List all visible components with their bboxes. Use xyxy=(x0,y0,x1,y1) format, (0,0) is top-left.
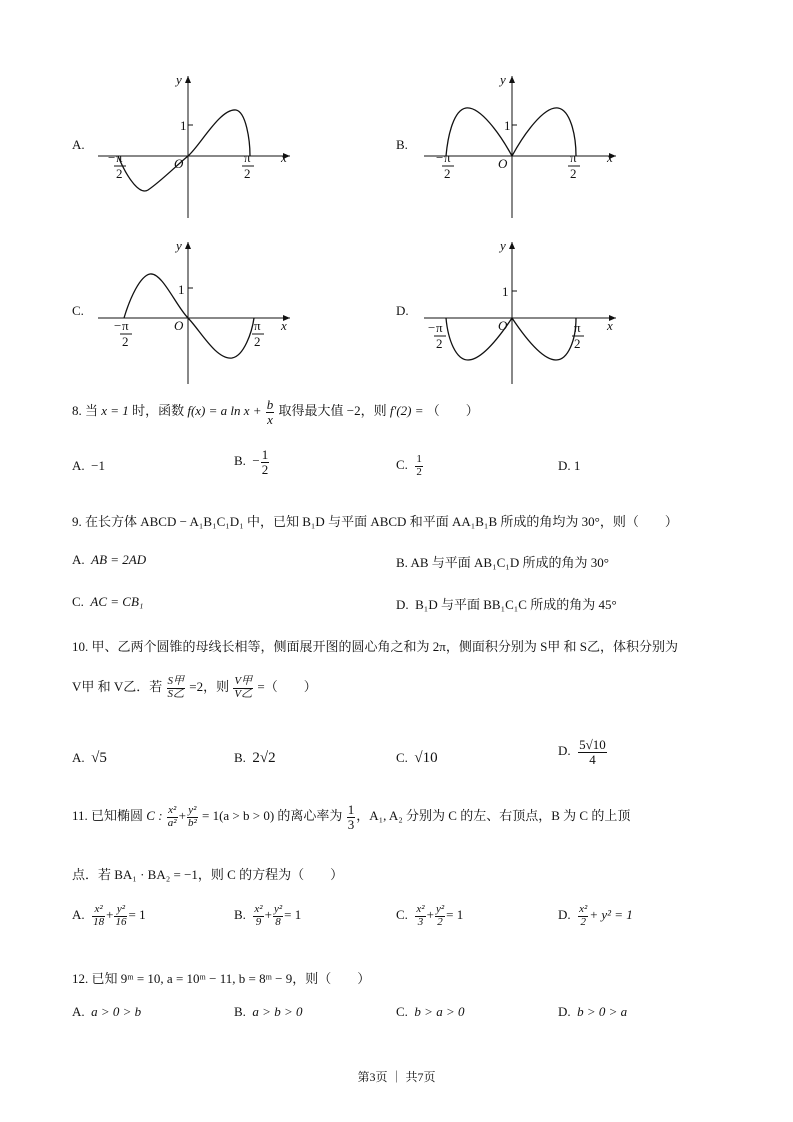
svg-text:π: π xyxy=(116,150,123,165)
svg-text:1: 1 xyxy=(178,282,185,297)
graph-d[interactable] xyxy=(416,236,626,386)
svg-text:1: 1 xyxy=(180,118,187,133)
q8-option-d[interactable]: D. 1 xyxy=(558,458,581,473)
svg-text:1: 1 xyxy=(502,284,509,299)
svg-text:O: O xyxy=(174,156,184,171)
q8-option-c[interactable]: C. $\frac{1}{2}$ xyxy=(396,453,422,478)
graph-b-label: B. xyxy=(396,137,408,152)
q12-option-c[interactable]: C. b > a > 0 xyxy=(396,1004,465,1019)
svg-text:−: − xyxy=(108,150,116,165)
graph-a-svg xyxy=(90,70,300,220)
graph-c-label: C. xyxy=(72,303,84,318)
graph-c-svg xyxy=(90,236,300,386)
q11-option-a[interactable]: A. $\frac{\text{x²}}{18}$ + $\frac{\text{y²}}{16}$ = 1 xyxy=(72,903,146,928)
svg-text:π: π xyxy=(570,150,577,165)
q9-option-b[interactable]: B. AB 与平面 AB₁C₁D 所成的角为 30° xyxy=(396,555,609,570)
question-10-line1: 10. 甲、乙两个圆锥的母线长相等，侧面展开图的圆心角之和为 2π，侧面积分别为 S甲 和 S乙，体积分别为 xyxy=(72,639,679,654)
graph-c[interactable] xyxy=(90,236,300,386)
svg-text:x: x xyxy=(281,150,287,165)
svg-text:1: 1 xyxy=(504,118,511,133)
svg-text:O: O xyxy=(174,318,184,333)
svg-text:O: O xyxy=(498,318,508,333)
q9-option-a[interactable]: A. AB = 2AD xyxy=(72,552,147,567)
svg-text:−: − xyxy=(428,320,436,335)
q12-option-b[interactable]: B. a > b > 0 xyxy=(234,1004,303,1019)
question-12: 12. 已知 9ᵐ = 10, a = 10ᵐ − 11, b = 8ᵐ − 9，则（ ） xyxy=(72,971,371,986)
graph-a-label: A. xyxy=(72,137,85,152)
q9-option-c[interactable]: C. AC = CB₁ xyxy=(72,594,144,609)
svg-text:x: x xyxy=(281,318,287,333)
q10-option-b[interactable]: B. 2√2 xyxy=(234,750,276,766)
graph-b-svg xyxy=(416,70,626,220)
q11-option-d[interactable]: D. $\frac{\text{x²}}{2}$ + y² = 1 xyxy=(558,903,633,928)
svg-text:y: y xyxy=(500,72,506,87)
svg-text:y: y xyxy=(176,72,182,87)
svg-text:π: π xyxy=(436,320,443,335)
q11-option-b[interactable]: B. $\frac{\text{x²}}{9}$ + $\frac{\text{y²}}{8}$ = 1 xyxy=(234,903,302,928)
graph-a[interactable] xyxy=(90,70,300,220)
q12-option-a[interactable]: A. a > 0 > b xyxy=(72,1004,142,1019)
question-10-line2: V甲 和 V乙．若 $\frac{\text{S甲}}{\text{S乙}}$ =2，则 $\frac{\text{V甲}}{\text{V乙}}$ =（ ） xyxy=(72,675,317,700)
graph-d-svg xyxy=(416,236,626,386)
svg-text:y: y xyxy=(176,238,182,253)
q10-option-c[interactable]: C. √10 xyxy=(396,750,438,766)
svg-text:x: x xyxy=(607,318,613,333)
svg-text:O: O xyxy=(498,156,508,171)
q12-option-d[interactable]: D. b > 0 > a xyxy=(558,1004,628,1019)
svg-text:2: 2 xyxy=(444,166,451,181)
svg-text:π: π xyxy=(574,320,581,335)
q10-option-a[interactable]: A. √5 xyxy=(72,750,107,766)
svg-text:2: 2 xyxy=(122,334,129,349)
svg-text:π: π xyxy=(254,318,261,333)
svg-text:x: x xyxy=(607,150,613,165)
q9-option-d[interactable]: D. B₁D 与平面 BB₁C₁C 所成的角为 45° xyxy=(396,597,617,612)
svg-text:2: 2 xyxy=(570,166,577,181)
q8-option-b[interactable]: B. − $\frac{1}{2}$ xyxy=(234,447,269,477)
question-9: 9. 在长方体 ABCD − A₁B₁C₁D₁ 中，已知 B₁D 与平面 ABCD 和平面 AA₁B₁B 所成的角均为 30°，则（ ） xyxy=(72,514,678,529)
svg-text:2: 2 xyxy=(116,166,123,181)
page-footer: 第3页 ｜ 共7页 xyxy=(357,1070,436,1084)
q10-option-d[interactable]: D. $\frac{5√10}{4}$ xyxy=(558,737,606,767)
svg-text:2: 2 xyxy=(244,166,251,181)
question-11-line1: 11. 已知椭圆 C : $\frac{\text{x²}}{\text{a²}}$ + $\frac{\text{y²}}{\text{b²}}$ = 1(a > b > 0) 的离心率为 $\frac{1}{3}$ ，A₁, A₂ 分别为 C 的左、右顶点，B 为 C 的上顶 xyxy=(72,802,631,832)
graph-b[interactable] xyxy=(416,70,626,220)
q8-option-a[interactable]: A. −1 xyxy=(72,458,105,473)
q11-option-c[interactable]: C. $\frac{\text{x²}}{3}$ + $\frac{\text{y²}}{2}$ = 1 xyxy=(396,903,464,928)
svg-text:2: 2 xyxy=(574,336,581,351)
graph-d-label: D. xyxy=(396,303,409,318)
svg-text:π: π xyxy=(444,150,451,165)
svg-text:2: 2 xyxy=(254,334,261,349)
question-8: 8. 当 x = 1 时，函数 f(x) = a ln x + $\frac{b}{x}$ 取得最大值 −2，则 f′(2) = （ ） xyxy=(72,397,479,427)
svg-text:2: 2 xyxy=(436,336,443,351)
svg-text:−: − xyxy=(436,150,444,165)
question-11-line2: 点．若 BA₁ · BA₂ = −1，则 C 的方程为（ ） xyxy=(72,867,344,882)
svg-text:−: − xyxy=(114,318,122,333)
svg-text:π: π xyxy=(122,318,129,333)
svg-text:π: π xyxy=(244,150,251,165)
svg-text:y: y xyxy=(500,238,506,253)
